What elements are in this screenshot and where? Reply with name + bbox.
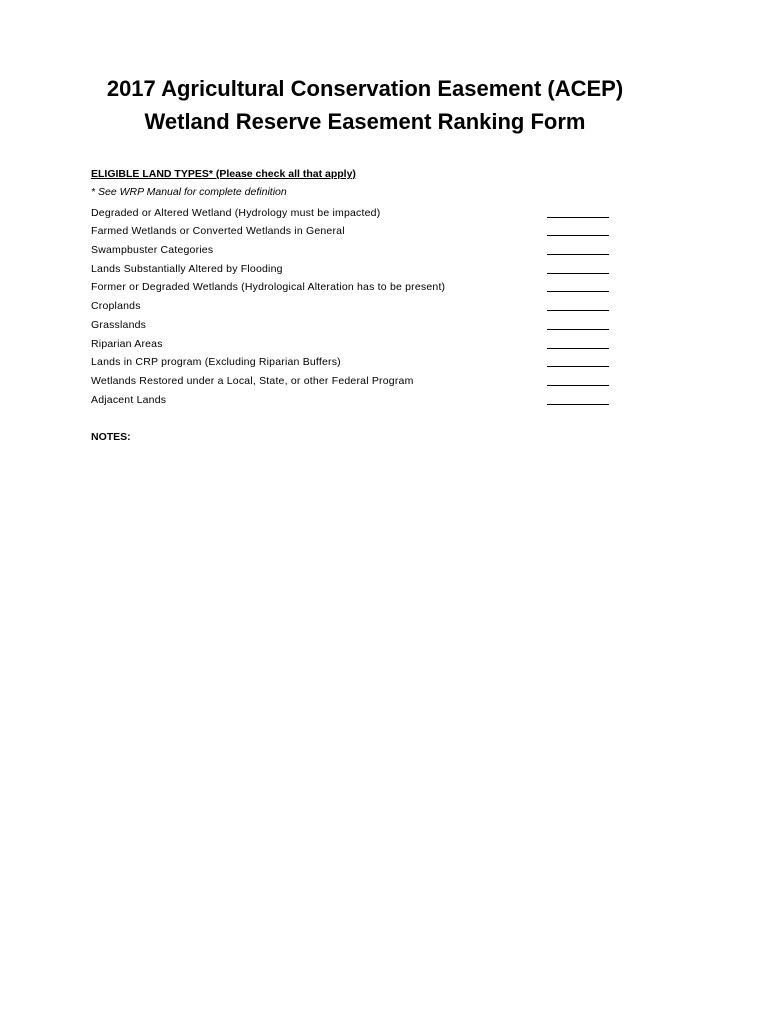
check-blank[interactable] (547, 366, 609, 367)
land-type-row (91, 371, 611, 390)
form-title-line-2: Wetland Reserve Easement Ranking Form (144, 109, 586, 134)
land-type-row (91, 278, 611, 297)
form-title (0, 72, 730, 138)
check-blank[interactable] (547, 329, 609, 330)
land-type-label: Adjacent Lands (91, 393, 167, 406)
land-type-label: Croplands (91, 300, 141, 313)
definition-note: * See WRP Manual for complete definition (91, 186, 287, 198)
check-blank[interactable] (547, 254, 609, 255)
land-type-label: Lands Substantially Altered by Flooding (91, 262, 283, 275)
land-type-row (91, 334, 611, 353)
land-type-row (91, 315, 611, 334)
land-type-label: Grasslands (91, 318, 147, 331)
land-type-label: Swampbuster Categories (91, 244, 214, 257)
land-type-label: Wetlands Restored under a Local, State, or other Federal Program (91, 374, 414, 387)
check-blank[interactable] (547, 273, 609, 274)
check-blank[interactable] (547, 348, 609, 349)
eligible-land-types-section (91, 166, 611, 409)
land-type-label: Riparian Areas (91, 337, 163, 350)
land-type-label: Former or Degraded Wetlands (Hydrological Alteration has to be present) (91, 281, 446, 294)
land-type-label: Farmed Wetlands or Converted Wetlands in General (91, 225, 345, 238)
land-type-row (91, 240, 611, 259)
land-type-label: Lands in CRP program (Excluding Riparian Buffers) (91, 356, 341, 369)
land-type-row (91, 296, 611, 315)
land-type-list (91, 203, 611, 409)
check-blank[interactable] (547, 217, 609, 218)
notes-label: NOTES: (91, 431, 131, 443)
land-type-row (91, 222, 611, 241)
check-blank[interactable] (547, 310, 609, 311)
check-blank[interactable] (547, 235, 609, 236)
form-title-line-1: 2017 Agricultural Conservation Easement (ACEP) (106, 76, 624, 101)
land-type-row (91, 259, 611, 278)
land-type-row (91, 390, 611, 409)
check-blank[interactable] (547, 291, 609, 292)
check-blank[interactable] (547, 404, 609, 405)
eligible-land-types-heading: ELIGIBLE LAND TYPES* (Please check all that apply) (91, 168, 356, 180)
land-type-label: Degraded or Altered Wetland (Hydrology must be impacted) (91, 206, 381, 219)
land-type-row (91, 203, 611, 222)
land-type-row (91, 353, 611, 372)
check-blank[interactable] (547, 385, 609, 386)
